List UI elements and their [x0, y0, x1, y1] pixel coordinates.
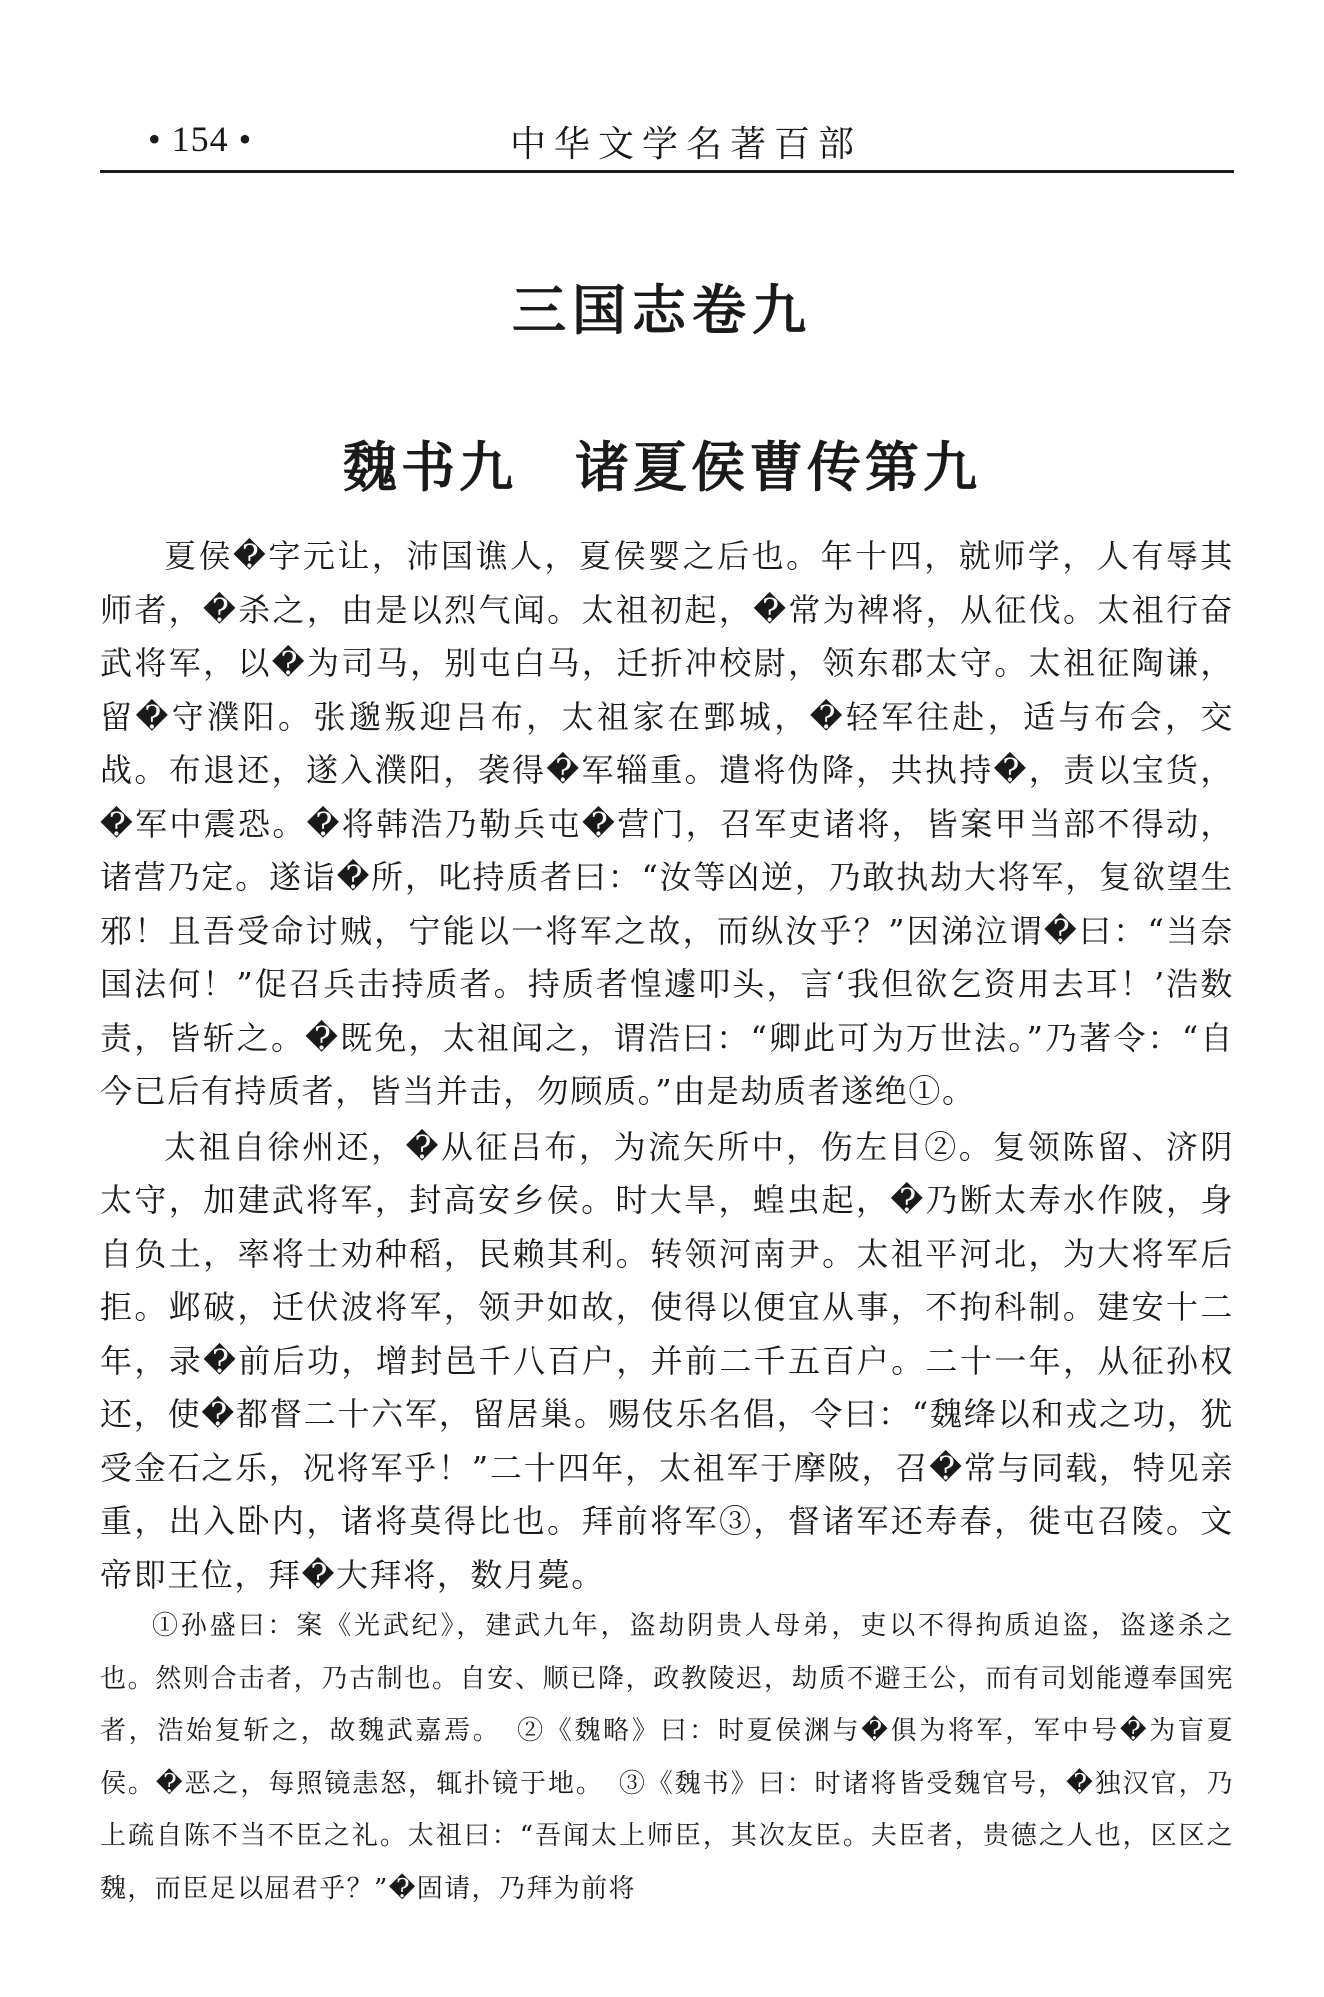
paragraph-1: 夏侯�字元让，沛国谯人，夏侯婴之后也。年十四，就师学，人有辱其师者，�杀之，由是以烈气闻。太祖初起，�常为裨将，从征伐。太祖行奋武将军，以�为司马，别屯白马，迁折冲校尉，领东郡太守。太祖征陶谦，留�守濮阳。张邈叛迎吕布，太祖家在鄄城，�轻军往赴，适与布会，交战。布退还，遂入濮阳，袭得�军辎重。遣将伪降，共执持�，责以宝货，�军中震恐。�将韩浩乃勒兵屯�营门，召军吏诸将，皆案甲当部不得动，诸营乃定。遂诣�所，叱持质者曰：“汝等凶逆，乃敢执劫大将军，复欲望生邪！且吾受命讨贼，宁能以一将军之故，而纵汝乎？”因涕泣谓�曰：“当奈国法何！”促召兵击持质者。持质者惶遽叩头，言‘我但欲乞资用去耳！’浩数责，皆斩之。�既免，太祖闻之，谓浩曰：“卿此可为万世法。”乃著令：“自今已后有持质者，皆当并击，勿顾质。”由是劫质者遂绝①。 — [100, 537, 1234, 1110]
page-number: • 154 • — [148, 119, 253, 159]
header-rule — [100, 170, 1234, 173]
book-series-title: 中华文学名著百部 — [510, 124, 863, 165]
main-text — [100, 530, 1234, 1604]
annotation-text: ①孙盛曰：案《光武纪》，建武九年，盗劫阴贵人母弟，吏以不得拘质迫盗，盗遂杀之也。然则合击者，乃古制也。自安、顺已降，政教陵迟，劫质不避王公，而有司划能遵奉国宪者，浩始复斩之，故魏武嘉焉。 ②《魏略》曰：时夏侯渊与�俱为将军，军中号�为盲夏侯。�恶之，每照镜恚怒，辄扑镜于地。 ③《魏书》曰：时诸将皆受魏官号，�独汉官，乃上疏自陈不当不臣之礼。太祖曰：“吾闻太上师臣，其次友臣。夫臣者，贵德之人也，区区之魏，而臣足以屈君乎？”�固请，乃拜为前将 — [100, 1611, 1234, 1904]
chapter-title: 魏书九 诸夏侯曹传第九 — [343, 436, 981, 499]
paragraph-2: 太祖自徐州还，�从征吕布，为流矢所中，伤左目②。复领陈留、济阴太守，加建武将军，封高安乡侯。时大旱，蝗虫起，�乃断太寿水作陂，身自负土，率将士劝种稻，民赖其利。转领河南尹。太祖平河北，为大将军后拒。邺破，迁伏波将军，领尹如故，使得以便宜从事，不拘科制。建安十二年，录�前后功，增封邑千八百户，并前二千五百户。二十一年，从征孙权还，使�都督二十六军，留居巢。赐伎乐名倡，令曰：“魏绛以和戎之功，犹受金石之乐，况将军乎！”二十四年，太祖军于摩陂，召�常与同载，特见亲重，出入卧内，诸将莫得比也。拜前将军③，督诸军还寿春，徙屯召陵。文帝即王位，拜�大拜将，数月薨。 — [100, 1127, 1234, 1594]
running-header — [100, 108, 1234, 170]
volume-title: 三国志卷九 — [512, 279, 812, 342]
annotations — [100, 1600, 1234, 1916]
